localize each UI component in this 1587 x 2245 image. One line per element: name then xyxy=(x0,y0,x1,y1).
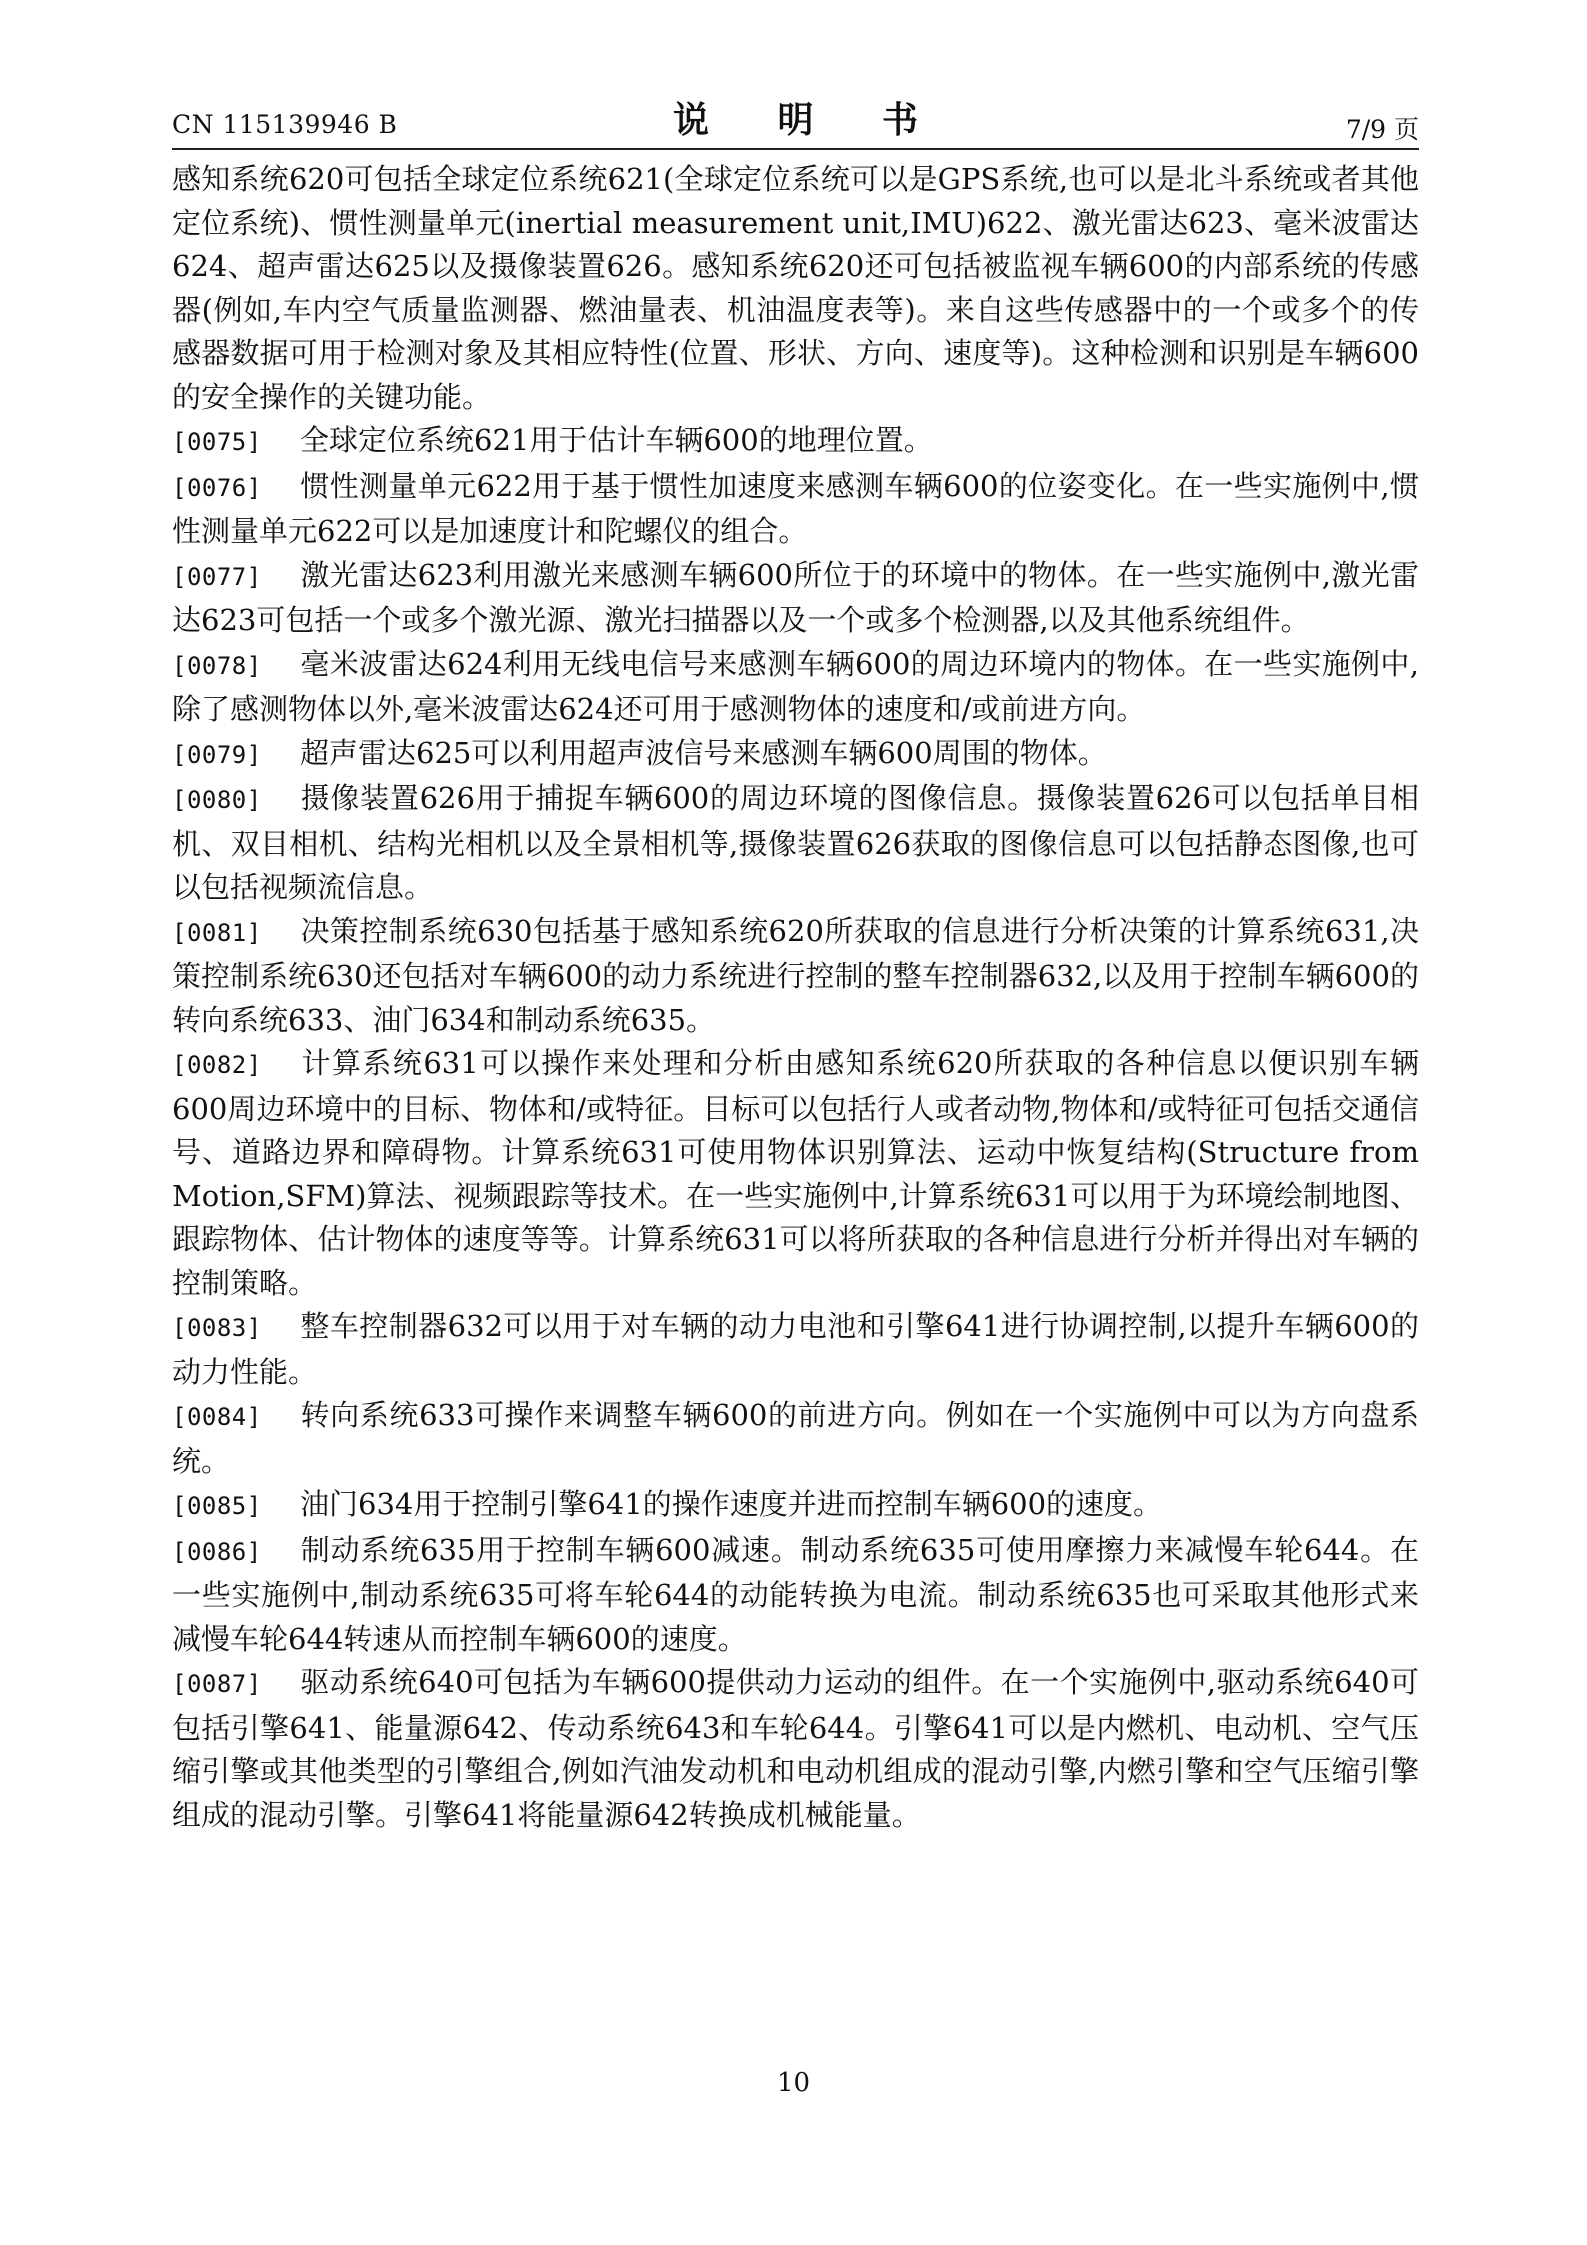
paragraph-0080 xyxy=(172,777,1419,910)
paragraph-text: 油门634用于控制引擎641的操作速度并进而控制车辆600的速度。 xyxy=(300,1487,1163,1521)
paragraph-number: [0075] xyxy=(172,428,262,456)
header-divider xyxy=(172,148,1419,150)
document-body xyxy=(172,158,1419,1837)
page-indicator: 7/9 页 xyxy=(1345,115,1419,144)
intro-paragraph: 感知系统620可包括全球定位系统621(全球定位系统可以是GPS系统,也可以是北斗系统或者其他定位系统)、惯性测量单元(inertial measurement unit,IMU)622、激光雷达623、毫米波雷达624、超声雷达625以及摄像装置626。感知系统620还可包括被监视车辆600的内部系统的传感器(例如,车内空气质量监测器、燃油量表、机油温度表等)。来自这些传感器中的一个或多个的传感器数据可用于检测对象及其相应特性(位置、形状、方向、速度等)。这种检测和识别是车辆600的安全操作的关键功能。 xyxy=(172,162,1419,414)
paragraph-text: 整车控制器632可以用于对车辆的动力电池和引擎641进行协调控制,以提升车辆600的动力性能。 xyxy=(172,1309,1419,1389)
paragraph-0081 xyxy=(172,910,1419,1043)
page-header xyxy=(172,92,1419,152)
paragraph-0082 xyxy=(172,1042,1419,1305)
paragraph-text: 全球定位系统621用于估计车辆600的地理位置。 xyxy=(300,423,933,457)
paragraph-list xyxy=(172,419,1419,1837)
paragraph-text: 决策控制系统630包括基于感知系统620所获取的信息进行分析决策的计算系统631,决策控制系统630还包括对车辆600的动力系统进行控制的整车控制器632,以及用于控制车辆600的转向系统633、油门634和制动系统635。 xyxy=(172,913,1419,1037)
paragraph-number: [0078] xyxy=(172,651,262,680)
paragraph-number: [0083] xyxy=(172,1314,262,1342)
paragraph-text: 驱动系统640可包括为车辆600提供动力运动的组件。在一个实施例中,驱动系统640可包括引擎641、能量源642、传动系统643和车轮644。引擎641可以是内燃机、电动机、空气压缩引擎或其他类型的引擎组合,例如汽油发动机和电动机组成的混动引擎,内燃引擎和空气压缩引擎组成的混动引擎。引擎641将能量源642转换成机械能量。 xyxy=(172,1665,1419,1832)
paragraph-number: [0087] xyxy=(172,1670,262,1698)
paragraph-number: [0082] xyxy=(172,1051,262,1079)
paragraph-text: 激光雷达623利用激光来感测车辆600所位于的环境中的物体。在一些实施例中,激光雷达623可包括一个或多个激光源、激光扫描器以及一个或多个检测器,以及其他系统组件。 xyxy=(172,557,1419,637)
patent-number: CN 115139946 B xyxy=(172,110,398,139)
paragraph-0086 xyxy=(172,1529,1419,1662)
paragraph-number: [0084] xyxy=(172,1403,262,1431)
paragraph-number: [0079] xyxy=(172,740,262,769)
paragraph-0087 xyxy=(172,1661,1419,1837)
paragraph-0084 xyxy=(172,1394,1419,1483)
paragraph-text: 制动系统635用于控制车辆600减速。制动系统635可使用摩擦力来减慢车轮644。在一些实施例中,制动系统635可将车轮644的动能转换为电流。制动系统635也可采取其他形式来减慢车轮644转速从而控制车辆600的速度。 xyxy=(172,1532,1419,1656)
paragraph-text: 惯性测量单元622用于基于惯性加速度来感测车辆600的位姿变化。在一些实施例中,惯性测量单元622可以是加速度计和陀螺仪的组合。 xyxy=(172,468,1419,548)
paragraph-0078 xyxy=(172,643,1419,732)
paragraph-text: 摄像装置626用于捕捉车辆600的周边环境的图像信息。摄像装置626可以包括单目相机、双目相机、结构光相机以及全景相机等,摄像装置626获取的图像信息可以包括静态图像,也可以包括视频流信息。 xyxy=(172,781,1419,904)
page-number: 10 xyxy=(776,2068,811,2098)
paragraph-text: 超声雷达625可以利用超声波信号来感测车辆600周围的物体。 xyxy=(300,735,1107,770)
paragraph-0076 xyxy=(172,465,1419,554)
paragraph-0083 xyxy=(172,1305,1419,1394)
document-title: 说 明 书 xyxy=(672,99,947,141)
paragraph-text: 转向系统633可操作来调整车辆600的前进方向。例如在一个实施例中可以为方向盘系统。 xyxy=(172,1398,1419,1478)
paragraph-0077 xyxy=(172,554,1419,643)
paragraph-number: [0085] xyxy=(172,1492,262,1520)
paragraph-number: [0076] xyxy=(172,473,262,502)
paragraph-text: 毫米波雷达624利用无线电信号来感测车辆600的周边环境内的物体。在一些实施例中,除了感测物体以外,毫米波雷达624还可用于感测物体的速度和/或前进方向。 xyxy=(172,646,1419,726)
paragraph-0085 xyxy=(172,1483,1419,1529)
paragraph-number: [0081] xyxy=(172,918,262,947)
paragraph-0075 xyxy=(172,419,1419,465)
paragraph-number: [0080] xyxy=(172,786,262,814)
paragraph-0079 xyxy=(172,732,1419,778)
paragraph-text: 计算系统631可以操作来处理和分析由感知系统620所获取的各种信息以便识别车辆600周边环境中的目标、物体和/或特征。目标可以包括行人或者动物,物体和/或特征可包括交通信号、道路边界和障碍物。计算系统631可使用物体识别算法、运动中恢复结构(Structure from Motion,SFM)算法、视频跟踪等技术。在一些实施例中,计算系统631可以用于为环境绘制地图、跟踪物体、估计物体的速度等等。计算系统631可以将所获取的各种信息进行分析并得出对车辆的控制策略。 xyxy=(172,1046,1419,1300)
paragraph-number: [0086] xyxy=(172,1537,262,1566)
paragraph-number: [0077] xyxy=(172,562,262,591)
